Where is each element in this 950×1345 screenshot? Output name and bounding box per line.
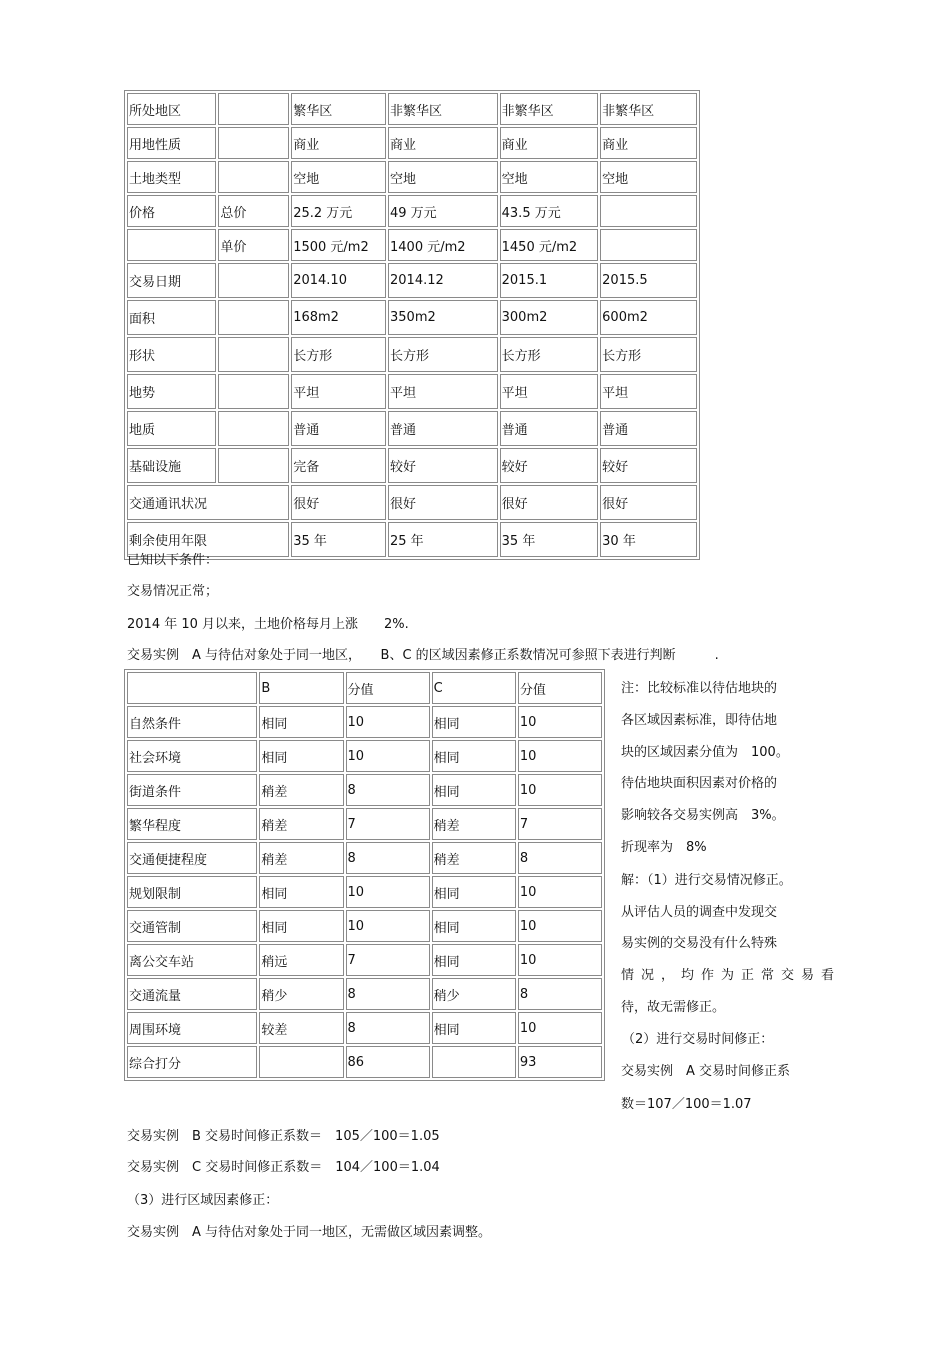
table-cell: 长方形: [291, 337, 386, 372]
table-cell: [218, 448, 289, 483]
table-cell: [432, 1046, 516, 1078]
table-cell: 空地: [600, 161, 697, 193]
table-cell: 商业: [291, 127, 386, 159]
table-cell: 较好: [600, 448, 697, 483]
table-cell: 社会环境: [127, 740, 257, 772]
note-line: 块的区域因素分值为 100。: [621, 745, 789, 760]
table-row: [127, 706, 602, 738]
table-cell: 8: [346, 842, 430, 874]
table-cell: 所处地区: [127, 93, 216, 125]
table-cell: 2015.5: [600, 263, 697, 298]
table-cell: 43.5 万元: [500, 195, 599, 227]
table-cell: 10: [518, 910, 602, 942]
column-header: C: [432, 672, 516, 704]
table-cell: 离公交车站: [127, 944, 257, 976]
table-cell: 平坦: [600, 374, 697, 409]
condition-line-3: 交易实例 A 与待估对象处于同一地区， B、C 的区域因素修正系数情况可参照下表进行判断 .: [127, 648, 719, 663]
note-line: 交易实例 A 交易时间修正系: [621, 1064, 791, 1079]
note-line: 解：（1）进行交易情况修正。: [621, 873, 792, 888]
table-row: [127, 808, 602, 840]
table-cell: 非繁华区: [500, 93, 599, 125]
table-cell: 商业: [500, 127, 599, 159]
table-cell: 相同: [432, 910, 516, 942]
table-cell: 周围环境: [127, 1012, 257, 1044]
table-cell: 10: [346, 876, 430, 908]
table-row: [127, 195, 697, 227]
table-cell: 稍差: [259, 774, 343, 806]
table-row: [127, 842, 602, 874]
table-cell: 8: [346, 1012, 430, 1044]
table-cell: 8: [518, 978, 602, 1010]
table-cell: 相同: [259, 706, 343, 738]
table-cell: 繁华程度: [127, 808, 257, 840]
table-cell: 自然条件: [127, 706, 257, 738]
table-row: [127, 944, 602, 976]
table-cell: 较差: [259, 1012, 343, 1044]
table-row: [127, 374, 697, 409]
table-cell: 非繁华区: [600, 93, 697, 125]
column-header: [127, 672, 257, 704]
table-cell: 10: [518, 1012, 602, 1044]
table-cell: 2014.10: [291, 263, 386, 298]
table-cell: 普通: [600, 411, 697, 446]
table-cell: 相同: [259, 876, 343, 908]
table-header-row: [127, 672, 602, 704]
note-line: 注：比较标准以待估地块的: [621, 681, 778, 696]
table-cell: 地势: [127, 374, 216, 409]
table-cell: 普通: [388, 411, 498, 446]
note-line: （2）进行交易时间修正：: [622, 1032, 774, 1047]
table-cell: 10: [518, 944, 602, 976]
note-line: 从评估人员的调查中发现交: [621, 905, 778, 920]
table-cell: 相同: [432, 944, 516, 976]
table-cell: 用地性质: [127, 127, 216, 159]
table-cell: 很好: [388, 485, 498, 520]
table-cell: 49 万元: [388, 195, 498, 227]
table-row: [127, 411, 697, 446]
comparable-transactions-table: [124, 90, 700, 560]
table-cell: 普通: [500, 411, 599, 446]
table-cell: 稍远: [259, 944, 343, 976]
table-row: [127, 1012, 602, 1044]
table-row: [127, 300, 697, 335]
column-header: B: [259, 672, 343, 704]
table-cell: 稍差: [259, 842, 343, 874]
table-cell: [218, 300, 289, 335]
table-row: [127, 229, 697, 261]
step3-line-a: 交易实例 A 与待估对象处于同一地区，无需做区域因素调整。: [127, 1225, 492, 1240]
table-cell: 街道条件: [127, 774, 257, 806]
table-cell: 交通通讯状况: [127, 485, 289, 520]
table-cell: [218, 161, 289, 193]
table-cell: [218, 127, 289, 159]
table-cell: 1500 元/m2: [291, 229, 386, 261]
table-cell: 价格: [127, 195, 216, 227]
condition-line-1: 交易情况正常；: [127, 584, 219, 599]
table-cell: 25 年: [388, 522, 498, 557]
table-row: [127, 740, 602, 772]
step3-heading: （3）进行区域因素修正：: [127, 1193, 279, 1208]
table-cell: 空地: [291, 161, 386, 193]
table-cell: [600, 195, 697, 227]
note-line: 易实例的交易没有什么特殊: [621, 936, 778, 951]
table-cell: 2014.12: [388, 263, 498, 298]
table-cell: 长方形: [500, 337, 599, 372]
table-cell: 交通便捷程度: [127, 842, 257, 874]
table-cell: 30 年: [600, 522, 697, 557]
table-cell: 面积: [127, 300, 216, 335]
table-cell: 600m2: [600, 300, 697, 335]
table-cell: 空地: [388, 161, 498, 193]
table-cell: 交通管制: [127, 910, 257, 942]
table-cell: 35 年: [500, 522, 599, 557]
table-cell: 350m2: [388, 300, 498, 335]
table-cell: 商业: [388, 127, 498, 159]
table-cell: 10: [346, 706, 430, 738]
table-cell: 繁华区: [291, 93, 386, 125]
table-cell: 综合打分: [127, 1046, 257, 1078]
table-row: [127, 485, 697, 520]
table-cell: 7: [518, 808, 602, 840]
regional-factors-table: [124, 669, 605, 1081]
table-cell: 相同: [432, 740, 516, 772]
note-line: 影响较各交易实例高 3%。: [621, 808, 785, 823]
table-row: [127, 337, 697, 372]
table-cell: 稍少: [259, 978, 343, 1010]
table-cell: 稍差: [432, 842, 516, 874]
note-line: 数＝107／100＝1.07: [621, 1097, 752, 1112]
table-row: [127, 127, 697, 159]
table-cell: 较好: [388, 448, 498, 483]
table-cell: 10: [518, 774, 602, 806]
table-cell: 10: [346, 910, 430, 942]
table-cell: [218, 411, 289, 446]
table-cell: 稍差: [432, 808, 516, 840]
note-line: 待，故无需修正。: [621, 1000, 726, 1015]
table-cell: 平坦: [500, 374, 599, 409]
table-row: [127, 978, 602, 1010]
note-line: 待估地块面积因素对价格的: [621, 776, 778, 791]
table-cell: 长方形: [600, 337, 697, 372]
table-cell: 非繁华区: [388, 93, 498, 125]
table-cell: 35 年: [291, 522, 386, 557]
table-cell: 1450 元/m2: [500, 229, 599, 261]
table-cell: 相同: [432, 706, 516, 738]
table-cell: 86: [346, 1046, 430, 1078]
table-cell: 平坦: [291, 374, 386, 409]
table-cell: 交通流量: [127, 978, 257, 1010]
table-cell: 相同: [432, 1012, 516, 1044]
table-cell: 平坦: [388, 374, 498, 409]
table-cell: 剩余使用年限: [127, 522, 289, 557]
table-cell: 300m2: [500, 300, 599, 335]
table-cell: 稍差: [259, 808, 343, 840]
table-row: [127, 448, 697, 483]
table-cell: 8: [346, 978, 430, 1010]
column-header: 分值: [346, 672, 430, 704]
table-cell: 较好: [500, 448, 599, 483]
time-correction-b: 交易实例 B 交易时间修正系数＝ 105／100＝1.05: [127, 1129, 440, 1144]
table-cell: 相同: [432, 774, 516, 806]
table-cell: 土地类型: [127, 161, 216, 193]
table-cell: 10: [518, 706, 602, 738]
table-cell: 很好: [600, 485, 697, 520]
table-cell: 基础设施: [127, 448, 216, 483]
table-cell: 8: [346, 774, 430, 806]
table-row: [127, 161, 697, 193]
column-header: 分值: [518, 672, 602, 704]
table-cell: 相同: [432, 876, 516, 908]
table-cell: 相同: [259, 910, 343, 942]
known-conditions-heading: 已知以下条件：: [127, 553, 219, 568]
table-cell: [218, 374, 289, 409]
table-cell: 完备: [291, 448, 386, 483]
condition-line-2: 2014 年 10 月以来，土地价格每月上涨 2%.: [127, 617, 409, 632]
table-cell: 空地: [500, 161, 599, 193]
table-cell: 10: [346, 740, 430, 772]
note-line: 各区域因素标准，即待估地: [621, 713, 778, 728]
table-cell: 2015.1: [500, 263, 599, 298]
table-cell: 形状: [127, 337, 216, 372]
table-cell: 168m2: [291, 300, 386, 335]
table-cell: 7: [346, 944, 430, 976]
table-cell: [600, 229, 697, 261]
table-cell: 很好: [500, 485, 599, 520]
table-row: [127, 1046, 602, 1078]
table-cell: 地质: [127, 411, 216, 446]
table-row: [127, 774, 602, 806]
table-cell: 很好: [291, 485, 386, 520]
table-cell: 93: [518, 1046, 602, 1078]
table-cell: [127, 229, 216, 261]
table-cell: 1400 元/m2: [388, 229, 498, 261]
table-cell: 普通: [291, 411, 386, 446]
table-cell: 7: [346, 808, 430, 840]
table-cell: 8: [518, 842, 602, 874]
table-cell: [259, 1046, 343, 1078]
note-line: 情况，均作为正常交易看: [621, 968, 842, 983]
table-row: [127, 263, 697, 298]
table-row: [127, 876, 602, 908]
table-row: [127, 910, 602, 942]
table-cell: 交易日期: [127, 263, 216, 298]
table-cell: [218, 337, 289, 372]
table-cell: 相同: [259, 740, 343, 772]
table-cell: 10: [518, 876, 602, 908]
table-cell: 稍少: [432, 978, 516, 1010]
table-cell: [218, 263, 289, 298]
table-cell: 10: [518, 740, 602, 772]
table-cell: 25.2 万元: [291, 195, 386, 227]
table-cell: 总价: [218, 195, 289, 227]
table-cell: 商业: [600, 127, 697, 159]
table-row: [127, 93, 697, 125]
time-correction-c: 交易实例 C 交易时间修正系数＝ 104／100＝1.04: [127, 1160, 440, 1175]
table-cell: [218, 93, 289, 125]
table-cell: 规划限制: [127, 876, 257, 908]
table-cell: 单价: [218, 229, 289, 261]
table-cell: 长方形: [388, 337, 498, 372]
note-line: 折现率为 8%: [621, 840, 707, 855]
